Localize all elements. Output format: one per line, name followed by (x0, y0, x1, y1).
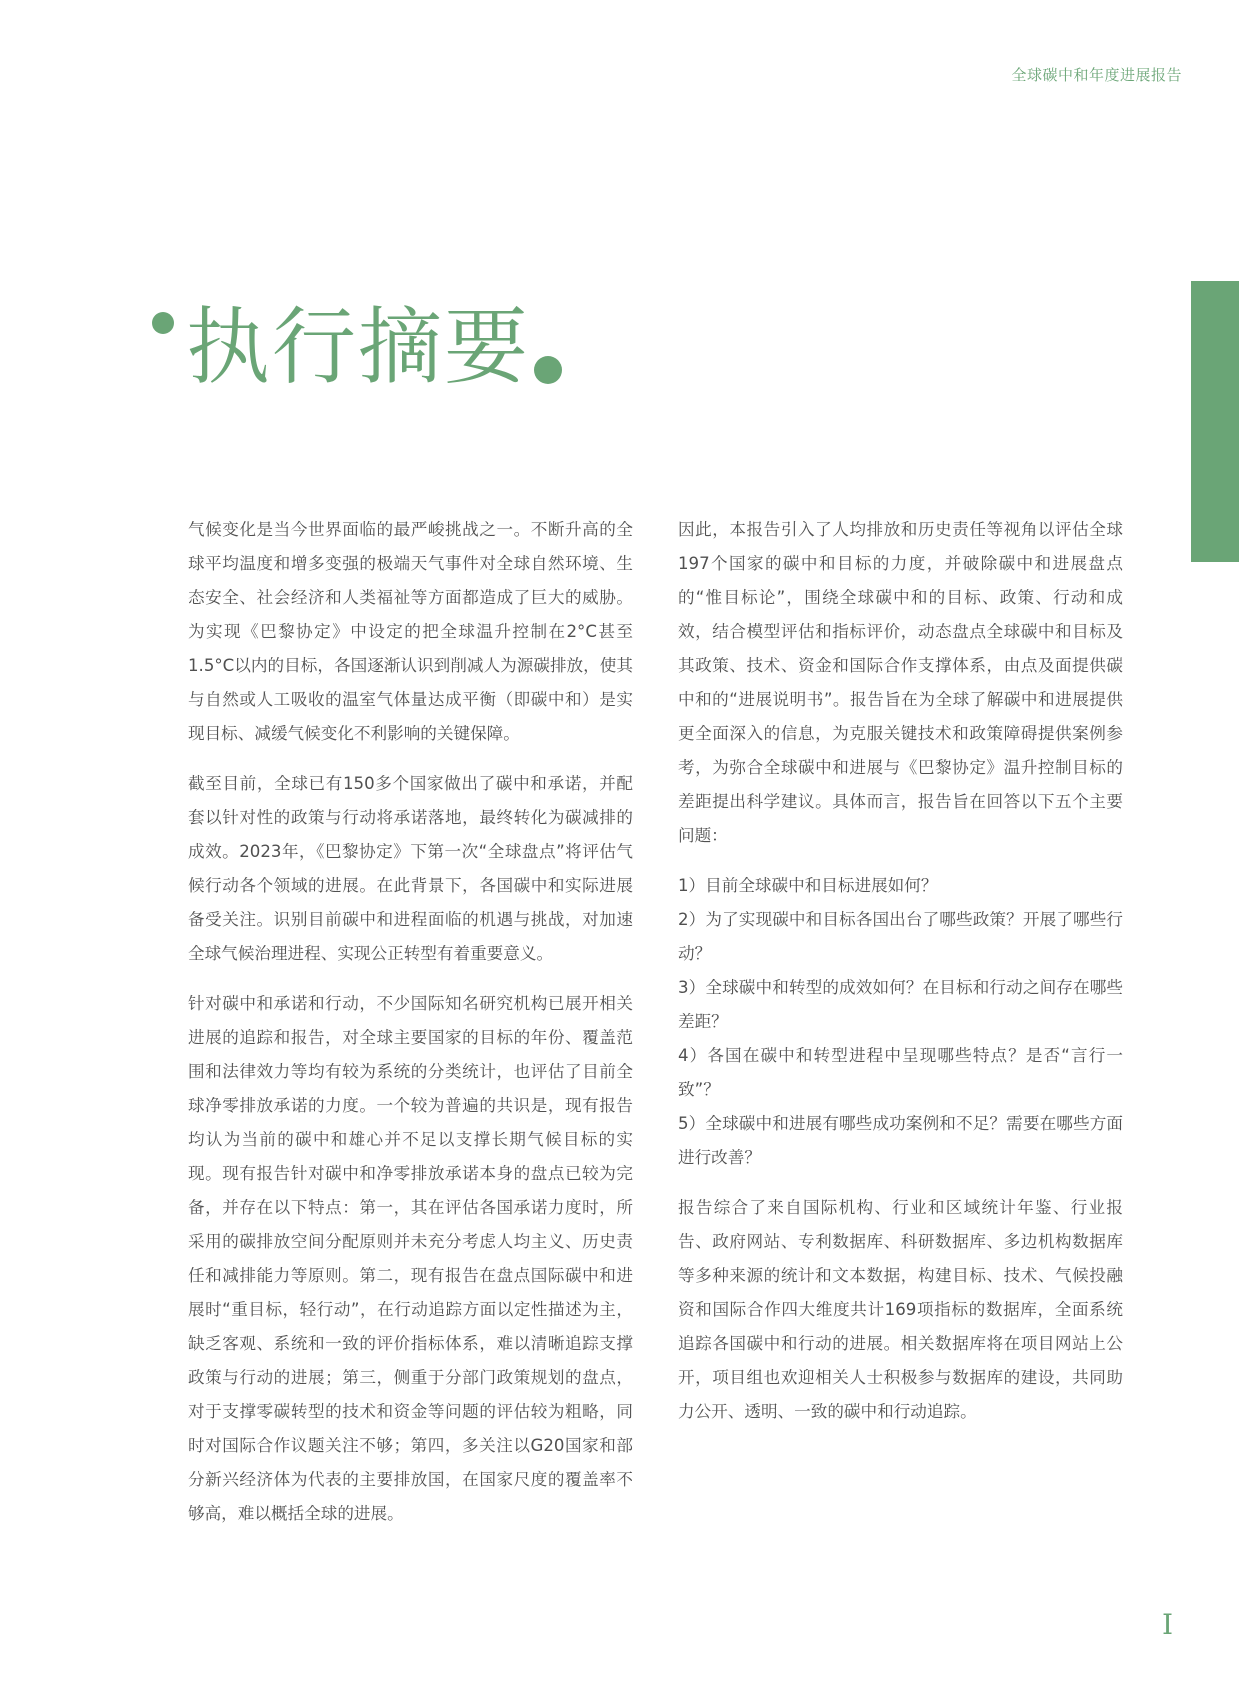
paragraph-existing-reports: 针对碳中和承诺和行动，不少国际知名研究机构已展开相关进展的追踪和报告，对全球主要国家的目标的年份、覆盖范围和法律效力等均有较为系统的分类统计，也评估了目前全球净零排放承诺的力度。一个较为普遍的共识是，现有报告均认为当前的碳中和雄心并不足以支撑长期气候目标的实现。现有报告针对碳中和净零排放承诺本身的盘点已较为完备，并存在以下特点：第一，其在评估各国承诺力度时，所采用的碳排放空间分配原则并未充分考虑人均主义、历史责任和减排能力等原则。第二，现有报告在盘点国际碳中和进展时“重目标，轻行动”，在行动追踪方面以定性描述为主，缺乏客观、系统和一致的评价指标体系，难以清晰追踪支撑政策与行动的进展；第三，侧重于分部门政策规划的盘点，对于支撑零碳转型的技术和资金等问题的评估较为粗略，同时对国际合作议题关注不够；第四，多关注以G20国家和部分新兴经济体为代表的主要排放国，在国家尺度的覆盖率不够高，难以概括全球的进展。 (188, 994, 633, 1523)
paragraph-climate-challenge: 气候变化是当今世界面临的最严峻挑战之一。不断升高的全球平均温度和增多变强的极端天气事件对全球自然环境、生态安全、社会经济和人类福祉等方面都造成了巨大的威胁。为实现《巴黎协定》中设定的把全球温升控制在2°C甚至1.5°C以内的目标，各国逐渐认识到削减人为源碳排放，使其与自然或人工吸收的温室气体量达成平衡（即碳中和）是实现目标、减缓气候变化不利影响的关键保障。 (188, 520, 633, 743)
page-title: 执行摘要 (186, 298, 531, 396)
question-item: 3）全球碳中和转型的成效如何？在目标和行动之间存在哪些差距？ (678, 978, 1123, 1031)
report-title: 全球碳中和年度进展报告 (1011, 66, 1182, 84)
question-item: 1）目前全球碳中和目标进展如何？ (678, 876, 938, 895)
paragraph-data-sources: 报告综合了来自国际机构、行业和区域统计年鉴、行业报告、政府网站、专利数据库、科研数据库、多边机构数据库等多种来源的统计和文本数据，构建目标、技术、气候投融资和国际合作四大维度共计169项指标的数据库，全面系统追踪各国碳中和行动的进展。相关数据库将在项目网站上公开，项目组也欢迎相关人士积极参与数据库的建设，共同助力公开、透明、一致的碳中和行动追踪。 (678, 1198, 1123, 1421)
title-dot-small (152, 312, 174, 334)
page-number: I (1161, 1608, 1173, 1641)
title-dot-large (534, 356, 562, 384)
question-item: 5）全球碳中和进展有哪些成功案例和不足？需要在哪些方面进行改善？ (678, 1114, 1123, 1167)
question-item: 4）各国在碳中和转型进程中呈现哪些特点？是否“言行一致”？ (678, 1046, 1123, 1099)
paragraph-report-aim: 因此，本报告引入了人均排放和历史责任等视角以评估全球197个国家的碳中和目标的力度，并破除碳中和进展盘点的“惟目标论”，围绕全球碳中和的目标、政策、行动和成效，结合模型评估和指标评价，动态盘点全球碳中和目标及其政策、技术、资金和国际合作支撑体系，由点及面提供碳中和的“进展说明书”。报告旨在为全球了解碳中和进展提供更全面深入的信息，为克服关键技术和政策障碍提供案例参考，为弥合全球碳中和进展与《巴黎协定》温升控制目标的差距提出科学建议。具体而言，报告旨在回答以下五个主要问题： (678, 520, 1123, 845)
section-side-tab (1191, 281, 1239, 562)
right-column (678, 513, 1123, 1445)
question-list (678, 869, 1123, 1175)
left-column (188, 513, 633, 1547)
question-item: 2）为了实现碳中和目标各国出台了哪些政策？开展了哪些行动？ (678, 910, 1123, 963)
paragraph-commitments: 截至目前，全球已有150多个国家做出了碳中和承诺，并配套以针对性的政策与行动将承诺落地，最终转化为碳减排的成效。2023年，《巴黎协定》下第一次“全球盘点”将评估气候行动各个领域的进展。在此背景下，各国碳中和实际进展备受关注。识别目前碳中和进程面临的机遇与挑战，对加速全球气候治理进程、实现公正转型有着重要意义。 (188, 774, 633, 963)
